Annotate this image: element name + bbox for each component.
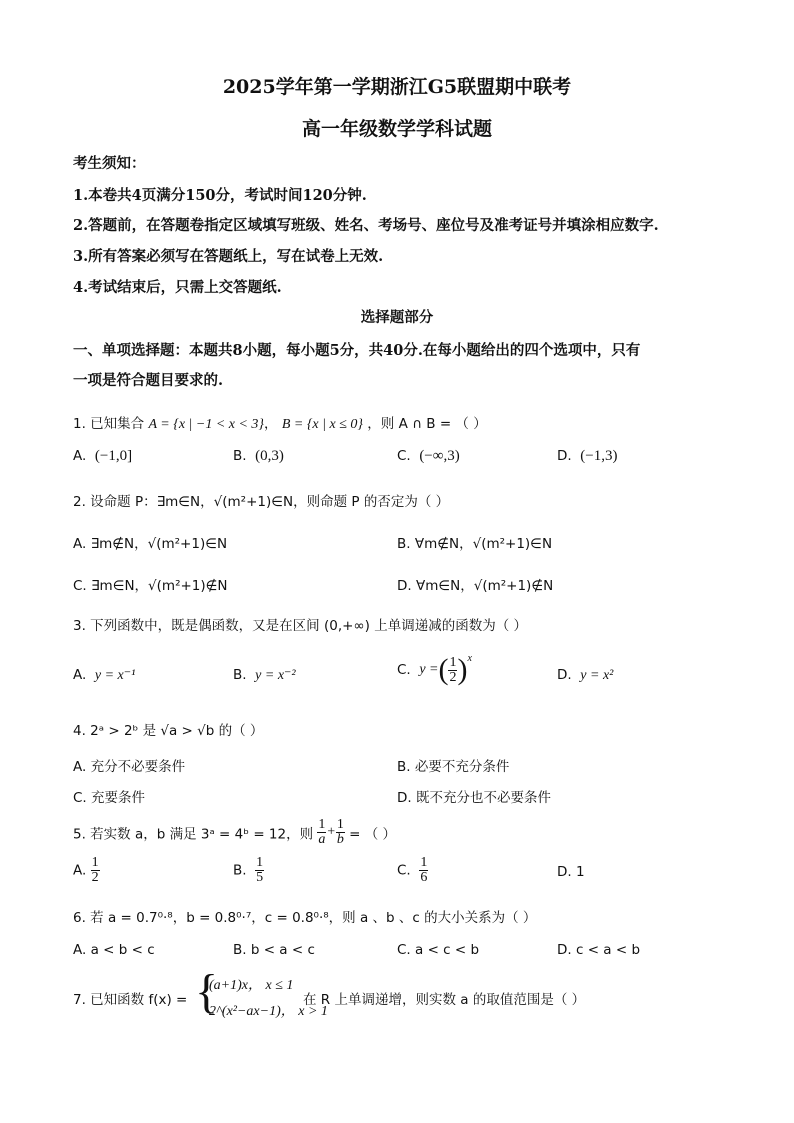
question-6-option-d: D. c < a < b [557,942,641,958]
exam-title: 2025学年第一学期浙江G5联盟期中联考 [222,76,572,98]
notice-item-1: 1.本卷共4页满分150分，考试时间120分钟. [73,187,367,204]
question-7-case-1: (a+1)x， x ≤ 1 [209,978,294,993]
question-1-set-b: B = {x | x ≤ 0} [281,417,363,432]
question-5-option-c: C. $\frac{1}{6}$ [397,855,428,885]
question-4-stem: 4. 2ᵃ > 2ᵇ 是 √a > √b 的（ ） [73,723,264,739]
question-2-option-c: C. ∃m∈N，√(m²+1)∉N [73,578,228,594]
notice-item-2: 2.答题前，在答题卷指定区域填写班级、姓名、考场号、座位号及准考证号并填涂相应数字. [73,217,659,234]
question-5-option-b: B. $\frac{1}{5}$ [233,855,264,885]
notice-heading: 考生须知： [73,155,146,172]
section-instruction-1: 一、单项选择题：本题共8小题，每小题5分，共40分.在每小题给出的四个选项中，只有 [73,342,641,359]
question-3-stem: 3. 下列函数中，既是偶函数，又是在区间 (0,+∞) 上单调递减的函数为（ ） [73,618,528,634]
section-title: 选择题部分 [360,309,434,326]
question-4-option-b: B. 必要不充分条件 [397,759,510,775]
question-7-case-2: 2^(x²−ax−1)， x > 1 [209,1004,328,1019]
question-1-stem: 1. 已知集合 A = {x | −1 < x < 3}， B = {x | x ≤ 0} ，则 A ∩ B = （ ） [73,416,487,432]
question-5-stem: 5. 若实数 a，b 满足 3ᵃ = 4ᵇ = 12，则 $\frac{1}{a}$ + $\frac{1}{b}$ = （ ） [73,817,397,847]
question-4-option-c: C. 充要条件 [73,790,146,806]
question-5-option-a: A. $\frac{1}{2}$ [73,855,99,885]
question-1-set-a: A = {x | −1 < x < 3} [148,417,265,432]
question-6-option-a: A. a < b < c [73,942,155,958]
question-4-option-d: D. 既不充分也不必要条件 [397,790,551,806]
question-3-option-b: B. y = x⁻² [233,667,296,683]
question-3-option-a: A. y = x⁻¹ [73,667,136,683]
question-1-option-b: B. (0,3) [233,448,284,464]
question-3-option-d: D. y = x² [557,667,614,683]
question-1-option-d: D. (−1,3) [557,448,618,464]
question-1-option-c: C. (−∞,3) [397,448,460,464]
question-1-option-a: A. (−1,0] [73,448,133,464]
question-2-stem: 2. 设命题 P：∃m∈N，√(m²+1)∈N，则命题 P 的否定为（ ） [73,494,450,510]
question-2-option-b: B. ∀m∉N，√(m²+1)∈N [397,536,553,552]
exam-subtitle: 高一年级数学学科试题 [301,118,492,140]
question-1-suffix: ，则 A ∩ B = （ ） [367,416,487,432]
question-6-option-b: B. b < a < c [233,942,315,958]
question-6-stem: 6. 若 a = 0.7⁰·⁸，b = 0.8⁰·⁷，c = 0.8⁰·⁸，则 a 、b 、c 的大小关系为（ ） [73,910,537,926]
section-instruction-2: 一项是符合题目要求的. [73,372,224,389]
notice-item-3: 3.所有答案必须写在答题纸上，写在试卷上无效. [73,248,384,265]
question-3-option-c: C. y =( $\frac{1}{2}$ )$^x$ [397,653,472,686]
notice-item-4: 4.考试结束后，只需上交答题纸. [73,279,282,296]
brace-icon: { [195,965,219,1018]
question-5-option-d: D. 1 [557,864,585,880]
question-1-prefix: 1. 已知集合 [73,416,145,432]
question-4-option-a: A. 充分不必要条件 [73,759,186,775]
question-2-option-d: D. ∀m∈N，√(m²+1)∉N [397,578,554,594]
question-2-option-a: A. ∃m∉N，√(m²+1)∈N [73,536,228,552]
question-6-option-c: C. a < c < b [397,942,480,958]
